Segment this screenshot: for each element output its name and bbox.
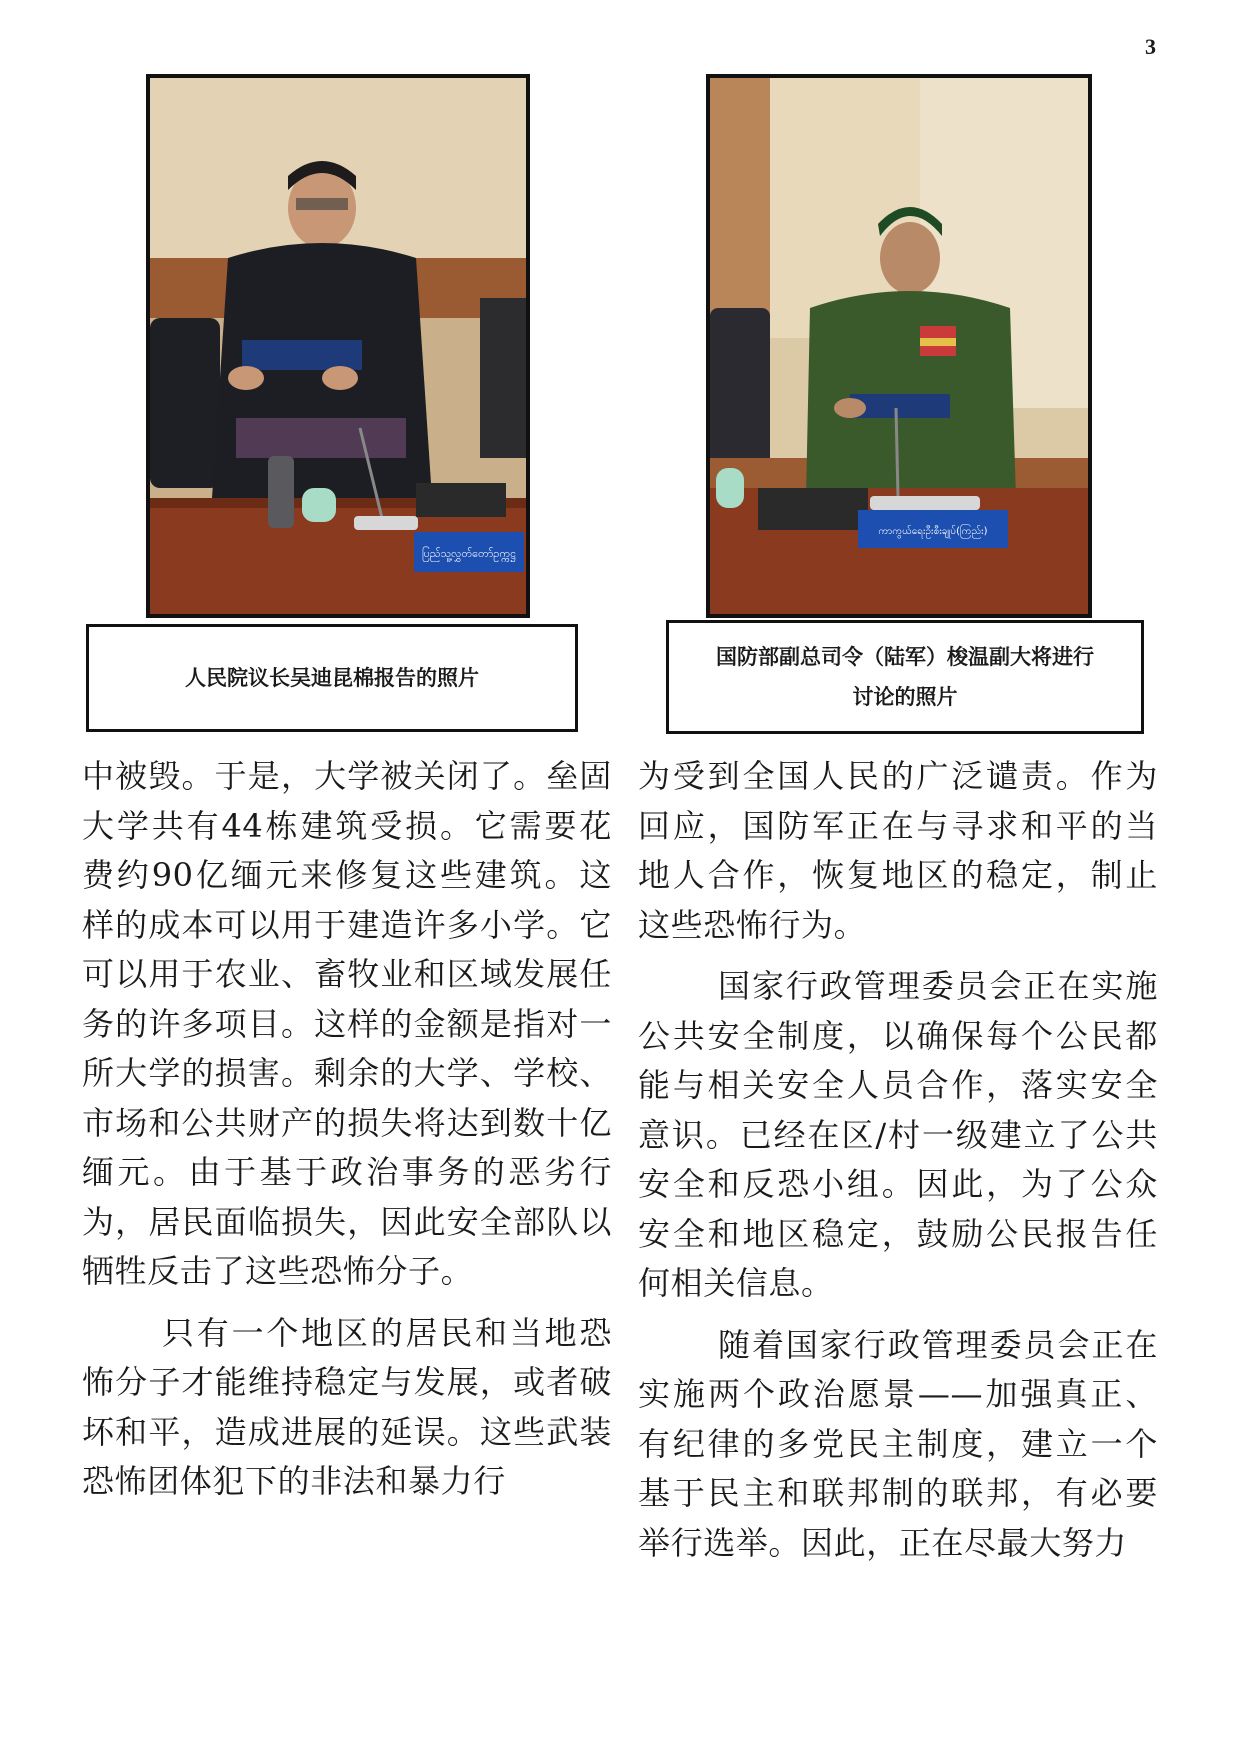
left-text-column <box>82 752 612 1519</box>
speaker-photo-caption <box>86 624 578 732</box>
left-paragraph-1: 中被毁。于是，大学被关闭了。垒固大学共有44栋建筑受损。它需要花费约90亿缅元来修复这些建筑。这样的成本可以用于建造许多小学。它可以用于农业、畜牧业和区域发展任务的许多项目。这样的金额是指对一所大学的损害。剩余的大学、学校、市场和公共财产的损失将达到数十亿缅元。由于基于政治事务的恶劣行为，居民面临损失，因此安全部队以牺牲反击了这些恐怖分子。 <box>82 757 612 1290</box>
speaker-nameplate: ပြည်သူ့လွှတ်တော်ဥက္ကဋ္ဌ <box>421 547 517 560</box>
deputy-commander-nameplate: ကာကွယ်ရေးဦးစီးချုပ်(ကြည်း) <box>878 526 988 537</box>
speaker-photo <box>146 74 530 618</box>
deputy-caption-line-2: 讨论的照片 <box>852 685 958 709</box>
deputy-commander-photo <box>706 74 1092 618</box>
speaker-caption-text: 人民院议长吴迪昆棉报告的照片 <box>185 666 479 690</box>
deputy-commander-photo-caption <box>666 620 1144 734</box>
left-paragraph-2: 只有一个地区的居民和当地恐怖分子才能维持稳定与发展，或者破坏和平，造成进展的延误。这些武装恐怖团体犯下的非法和暴力行 <box>82 1313 612 1500</box>
page-number: 3 <box>1145 34 1156 59</box>
right-text-column <box>638 752 1158 1580</box>
deputy-caption-line-1: 国防部副总司令（陆军）梭温副大将进行 <box>716 645 1094 669</box>
right-paragraph-2: 国家行政管理委员会正在实施公共安全制度，以确保每个公民都能与相关安全人员合作，落实安全意识。已经在区/村一级建立了公共安全和反恐小组。因此，为了公众安全和地区稳定，鼓励公民报告任何相关信息。 <box>638 967 1158 1302</box>
right-paragraph-1: 为受到全国人民的广泛谴责。作为回应，国防军正在与寻求和平的当地人合作，恢复地区的稳定，制止这些恐怖行为。 <box>638 757 1158 944</box>
right-paragraph-3: 随着国家行政管理委员会正在实施两个政治愿景——加强真正、有纪律的多党民主制度，建立一个基于民主和联邦制的联邦，有必要举行选举。因此，正在尽最大努力 <box>638 1325 1158 1562</box>
